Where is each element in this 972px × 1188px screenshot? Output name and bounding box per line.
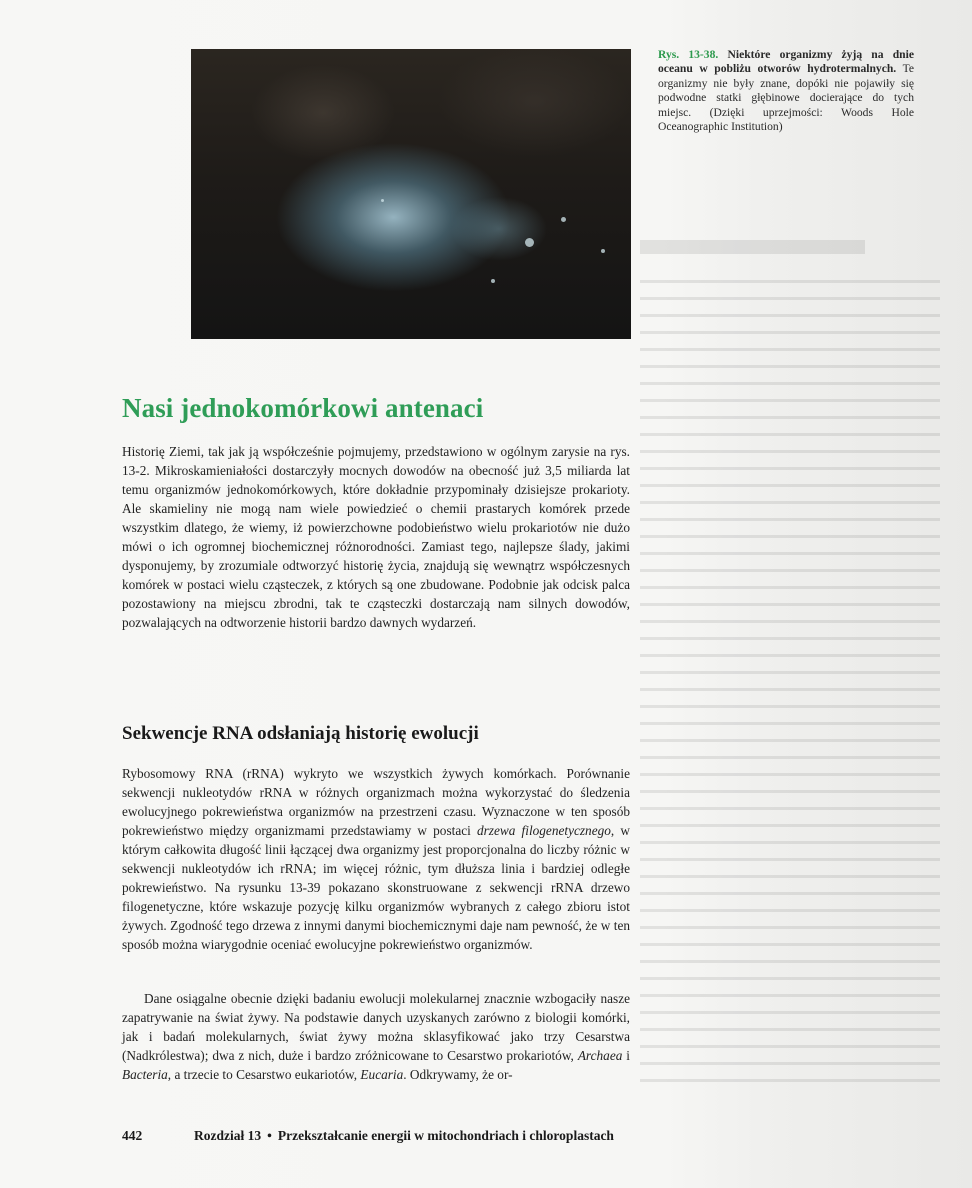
page-footer — [122, 1128, 722, 1144]
p2-text-c: , a trzecie to Cesarstwo eukariotów, — [167, 1067, 361, 1082]
footer-separator: • — [267, 1128, 272, 1143]
figure-caption — [658, 48, 914, 134]
subsection-paragraph-2 — [122, 989, 630, 1084]
figure-title: Niektóre organizmy żyją na dnie oceanu w pobliżu otworów hydrotermalnych. — [658, 48, 914, 76]
p2-text-b: i — [622, 1048, 630, 1063]
p1-text-b: , w którym całkowita długość linii łączącej dwa organizmy jest proporcjonalna do liczby różnic w sekwencji nukleotydów ich rRNA; im więcej różnic, tym dłuższa linia i bardziej odległe pokrewieństwo. Na rysunku 13-39 pokazano skonstruowane z sekwencji rRNA drzewo filogenetyczne, które wskazuje pozycję kilku organizmów wybranych z całego zbioru istot żywych. Zgodność tego drzewa z innymi danymi biochemicznymi daje nam pewność, że w ten sposób można wiarygodnie oceniać ewolucyjne pokrewieństwo organizmów. — [122, 823, 631, 952]
subsection-paragraph-1 — [122, 764, 630, 954]
p2-text-a: Dane osiągalne obecnie dzięki badaniu ewolucji molekularnej znacznie wzbogaciły nasze zapatrywanie na świat żywy. Na podstawie danych uzyskanych zarówno z biologii komórki, jak i badań molekularnych, świat żywy można sklasyfikować jako trzy Cesarstwa (Nadkrólestwa); dwa z nich, duże i bardzo zróżnicowane to Cesarstwo prokariotów, — [122, 991, 630, 1063]
p2-term-archaea: Archaea — [577, 1048, 623, 1063]
p1-term-phylogenetic-tree: drzewa filogenetycznego — [476, 823, 611, 838]
hydrothermal-vent-photo — [191, 49, 631, 339]
chapter-title: Przekształcanie energii w mitochondriach i chloroplastach — [277, 1128, 614, 1143]
section-heading: Nasi jednokomórkowi antenaci — [122, 393, 484, 423]
section-paragraph — [122, 442, 630, 632]
p2-term-bacteria: Bacteria — [122, 1067, 168, 1082]
p2-text-d: . Odkrywamy, że or- — [403, 1067, 513, 1082]
p1-text-a: Rybosomowy RNA (rRNA) wykryto we wszystkich żywych komórkach. Porównanie sekwencji nukleotydów rRNA w różnych organizmach można wykorzystać do śledzenia ewolucyjnego pokrewieństwa organizmów na przestrzeni czasu. Wyznaczone w ten sposób pokrewieństwo między organizmami przedstawiamy w postaci — [122, 766, 630, 838]
figure-caption-text: Te organizmy nie były znane, dopóki nie pojawiły się podwodne statki głębinowe docierające do tych miejsc. (Dzięki uprzejmości: Woods Hole Oceanographic Institution) — [658, 62, 914, 134]
page-number: 442 — [122, 1128, 143, 1143]
subsection-heading: Sekwencje RNA odsłaniają historię ewolucji — [122, 723, 479, 744]
p2-term-eucaria: Eucaria — [360, 1067, 404, 1082]
section-paragraph-text: Historię Ziemi, tak jak ją współcześnie pojmujemy, przedstawiono w ogólnym zarysie na rys. 13-2. Mikroskamieniałości dostarczyły mocnych dowodów na obecność już 3,5 miliarda lat temu organizmów jednokomórkowych, które dokładnie przypominały dzisiejsze prokarioty. Ale skamieliny nie mogą nam wiele powiedzieć o chemii prastarych komórek przede wszystkim dlatego, że wiemy, iż powierzchowne podobieństwo wielu prokariotów nie dużo mówi o ich ogromnej biochemicznej różnorodności. Zamiast tego, najlepsze ślady, jakimi dysponujemy, by zrozumiale odtworzyć historię życia, znajdują się wewnątrz współczesnych komórek w postaci wielu cząsteczek, z których są one zbudowane. Podobnie jak odcisk palca pozostawiony na miejscu zbrodni, tak te cząsteczki dostarczają nam silnych dowodów, pozwalających na odtworzenie historii bardzo dawnych wydarzeń. — [122, 444, 630, 630]
figure-label: Rys. 13-38. — [658, 48, 719, 61]
chapter-label: Rozdział 13 — [194, 1128, 262, 1143]
facing-page-show-through — [640, 150, 940, 1090]
